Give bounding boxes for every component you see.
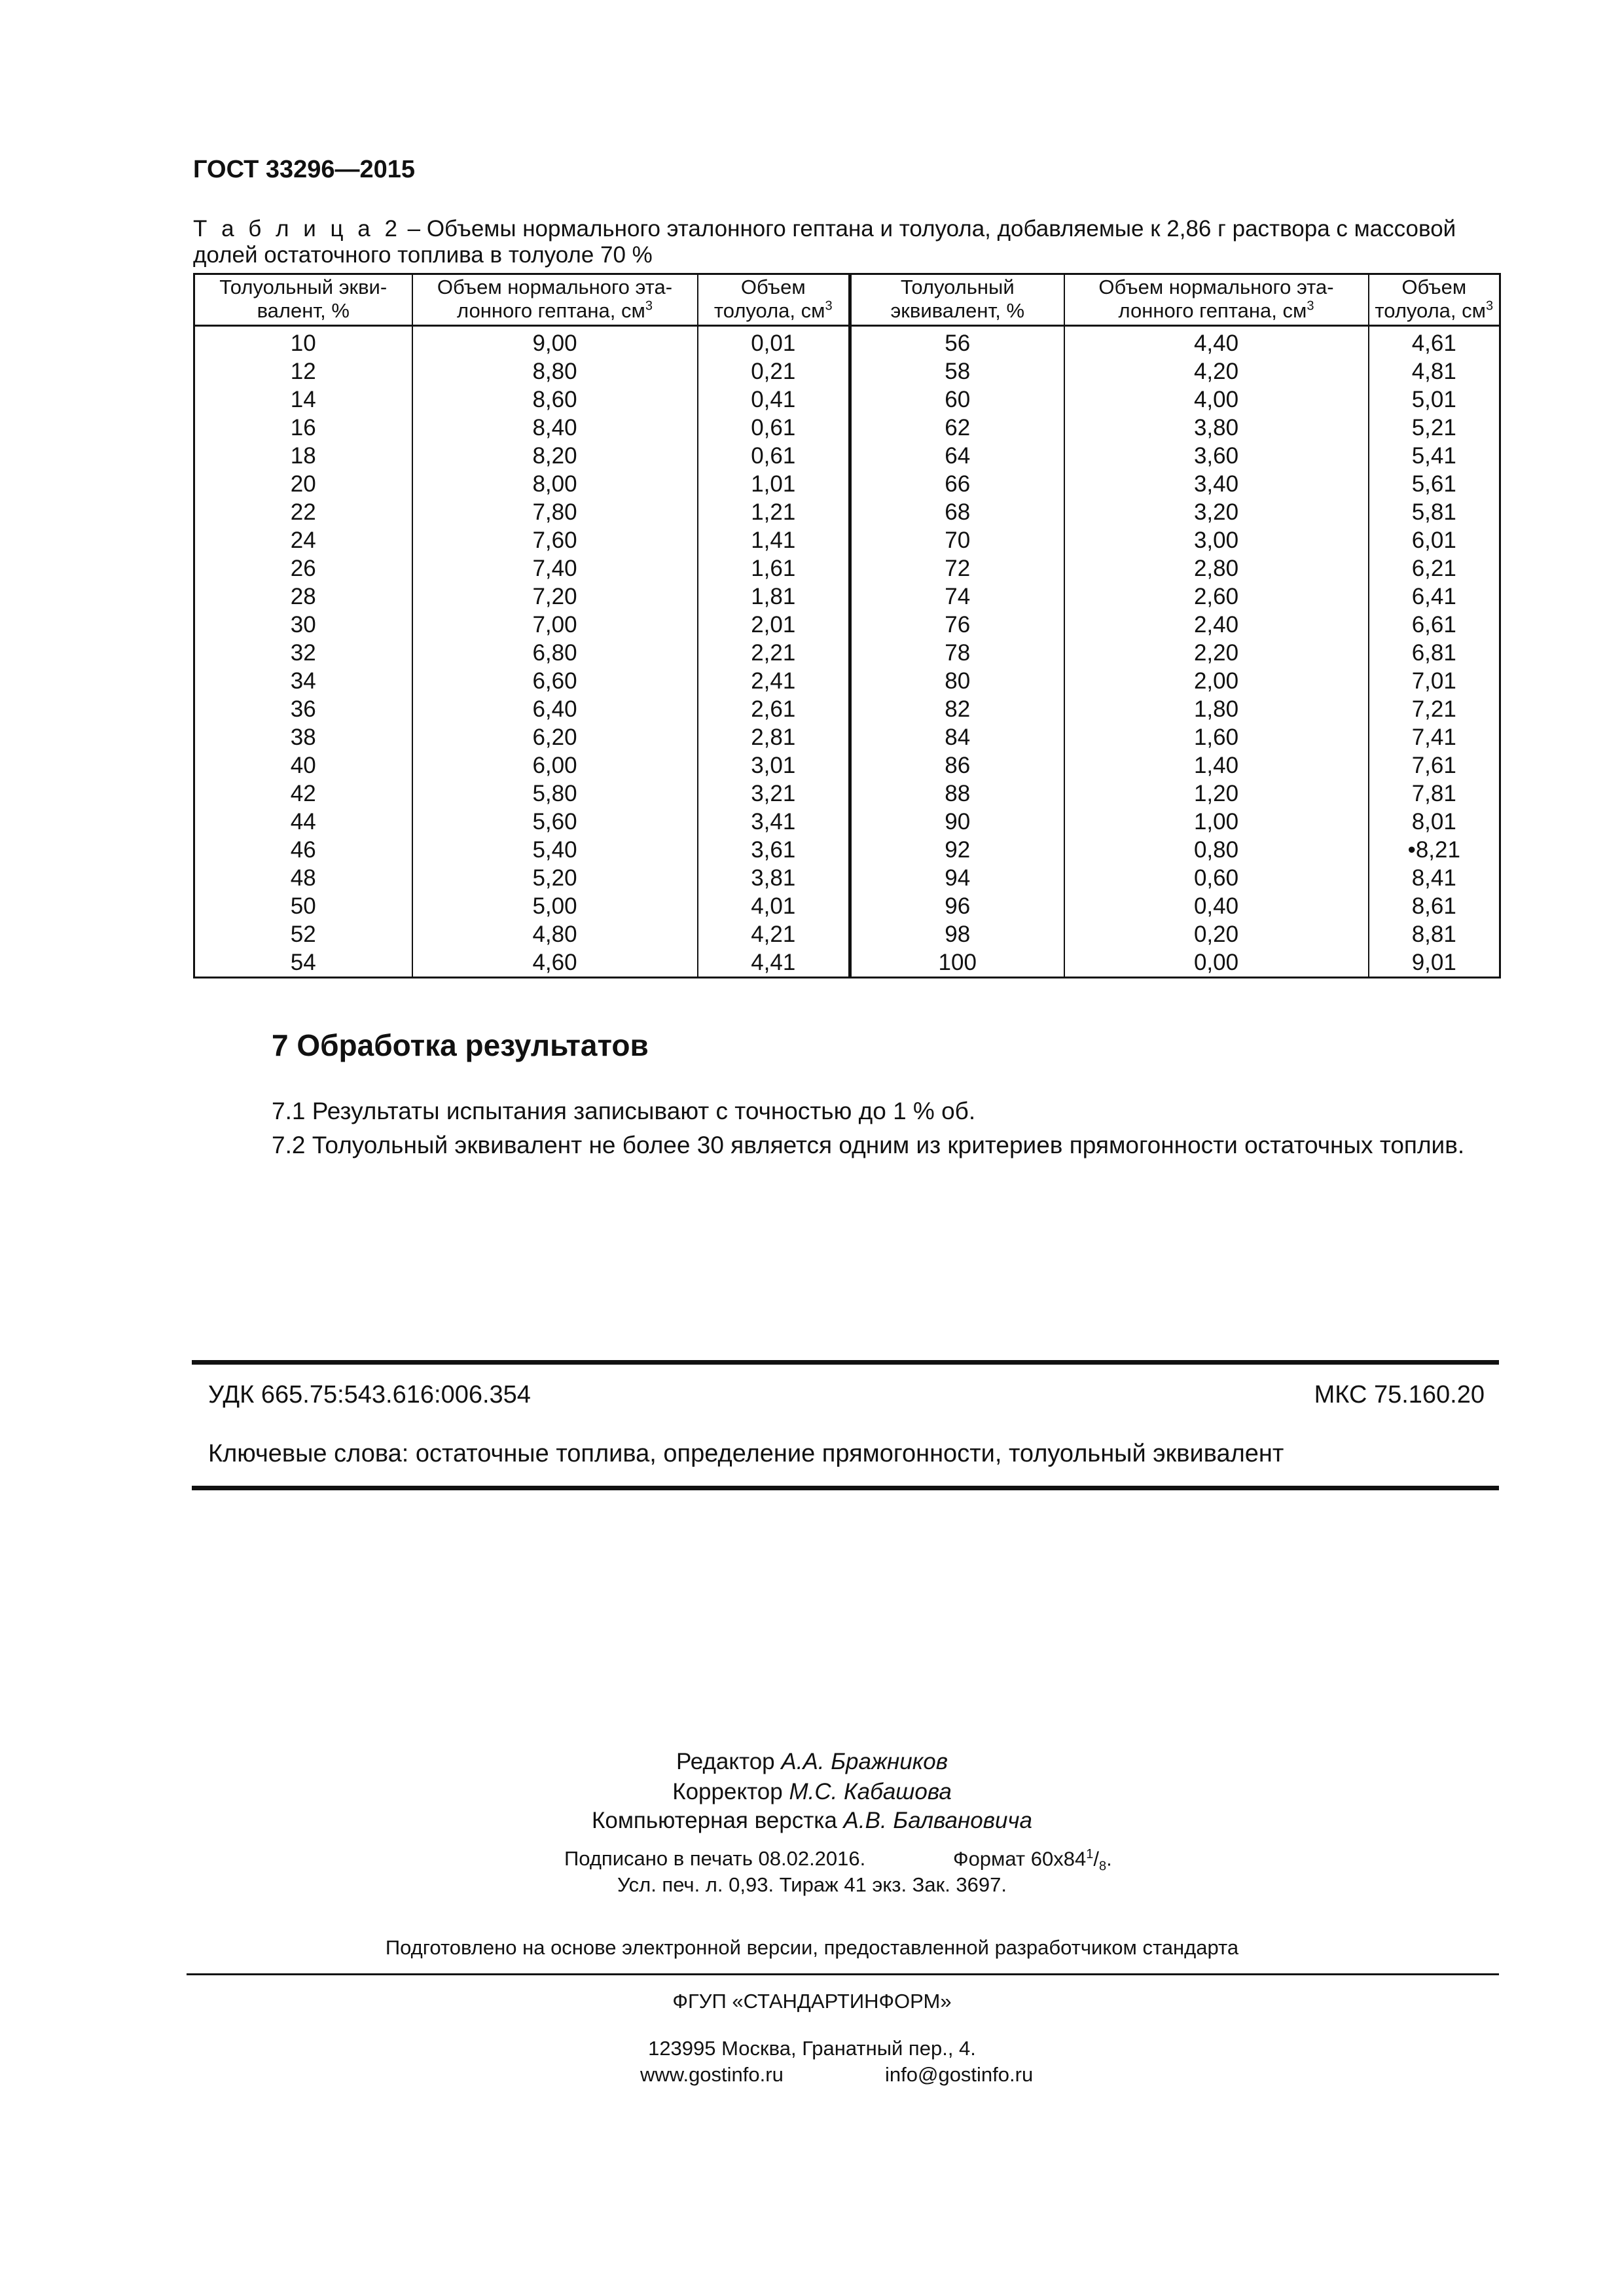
table-row [194, 414, 1500, 442]
table-cell: 4,61 [1369, 326, 1500, 358]
table-cell: 7,80 [412, 498, 698, 526]
table-cell: 98 [850, 920, 1064, 948]
table-caption-text: – Объемы нормального эталонного гептана и толуола, добавляемые к 2,86 г раствора с массовой долей остаточного топлива в толуоле 70 % [193, 216, 1456, 268]
table-cell: 3,60 [1064, 442, 1369, 470]
table-row [194, 948, 1500, 978]
table-cell: 1,00 [1064, 808, 1369, 836]
table-cell: 3,81 [698, 864, 850, 892]
table-row [194, 892, 1500, 920]
table-cell: 6,60 [412, 667, 698, 695]
table-cell: 2,01 [698, 611, 850, 639]
table-row [194, 639, 1500, 667]
table-cell: 1,41 [698, 526, 850, 554]
table-cell: 4,41 [698, 948, 850, 978]
table-cell: 74 [850, 583, 1064, 611]
table-cell: 62 [850, 414, 1064, 442]
table-cell: 3,41 [698, 808, 850, 836]
table-cell: 46 [194, 836, 412, 864]
table-row [194, 695, 1500, 723]
table-row [194, 326, 1500, 358]
table-cell: 88 [850, 780, 1064, 808]
table-cell: 2,40 [1064, 611, 1369, 639]
table-cell: 54 [194, 948, 412, 978]
table-cell: 4,60 [412, 948, 698, 978]
section-title: 7 Обработка результатов [272, 1028, 649, 1062]
table-cell: 0,20 [1064, 920, 1369, 948]
table-cell: 14 [194, 386, 412, 414]
table-cell: 42 [194, 780, 412, 808]
table-cell: 0,61 [698, 414, 850, 442]
table-cell: 6,80 [412, 639, 698, 667]
table-cell: 4,01 [698, 892, 850, 920]
publisher-website: www.gostinfo.ru [640, 2063, 784, 2086]
table-cell: 7,01 [1369, 667, 1500, 695]
table-cell: 6,21 [1369, 554, 1500, 583]
publisher-address: 123995 Москва, Гранатный пер., 4. [648, 2037, 976, 2060]
publisher-name: ФГУП «СТАНДАРТИНФОРМ» [672, 1990, 952, 2013]
table-row [194, 864, 1500, 892]
table-cell: 8,80 [412, 357, 698, 386]
table-caption-label: Т а б л и ц а 2 [193, 216, 401, 242]
table-cell: 84 [850, 723, 1064, 751]
table-cell: 7,41 [1369, 723, 1500, 751]
table-cell: 5,21 [1369, 414, 1500, 442]
table-cell: 28 [194, 583, 412, 611]
table-cell: 9,00 [412, 326, 698, 358]
header-toluene: Объем толуола, $см^3$ [698, 274, 850, 326]
table-cell: 3,20 [1064, 498, 1369, 526]
table-cell: 3,01 [698, 751, 850, 780]
table-row [194, 386, 1500, 414]
header-equiv: Толуольный экви-валент, % [194, 274, 412, 326]
table-cell: 92 [850, 836, 1064, 864]
table-caption [193, 216, 1496, 268]
table-cell: 3,61 [698, 836, 850, 864]
table-cell: 32 [194, 639, 412, 667]
publisher-rule [187, 1973, 1499, 1975]
table-cell: 18 [194, 442, 412, 470]
table-cell: 72 [850, 554, 1064, 583]
table-cell: 3,80 [1064, 414, 1369, 442]
table-cell: 48 [194, 864, 412, 892]
table-row [194, 667, 1500, 695]
table-cell: 6,40 [412, 695, 698, 723]
table-cell: 86 [850, 751, 1064, 780]
table-cell: 8,00 [412, 470, 698, 498]
data-table [193, 273, 1501, 978]
table-cell: 4,81 [1369, 357, 1500, 386]
table-row [194, 808, 1500, 836]
table-cell: 6,81 [1369, 639, 1500, 667]
table-cell: 90 [850, 808, 1064, 836]
table-cell: 5,00 [412, 892, 698, 920]
layout-line: Компьютерная верстка А.В. Балвановича [591, 1808, 1033, 1833]
table-row [194, 611, 1500, 639]
table-cell: 9,01 [1369, 948, 1500, 978]
table-row [194, 583, 1500, 611]
table-cell: 2,60 [1064, 583, 1369, 611]
table-row [194, 836, 1500, 864]
header-heptane-right: Объем нормального эта-лонного гептана, $см^3$ [1064, 274, 1369, 326]
table-cell: 2,80 [1064, 554, 1369, 583]
prepared-note: Подготовлено на основе электронной версии, предоставленной разработчиком стандарта [385, 1936, 1239, 1959]
table-cell: 0,41 [698, 386, 850, 414]
table-cell: 1,61 [698, 554, 850, 583]
table-row [194, 920, 1500, 948]
mks-code: МКС 75.160.20 [1314, 1381, 1485, 1408]
table-cell: 7,60 [412, 526, 698, 554]
table-cell: 0,61 [698, 442, 850, 470]
table-cell: 38 [194, 723, 412, 751]
table-cell: 7,40 [412, 554, 698, 583]
table-cell: 8,20 [412, 442, 698, 470]
table-cell: 0,60 [1064, 864, 1369, 892]
table-cell: 6,01 [1369, 526, 1500, 554]
table-cell: 66 [850, 470, 1064, 498]
table-cell: 76 [850, 611, 1064, 639]
table-cell: 4,21 [698, 920, 850, 948]
table-cell: 4,00 [1064, 386, 1369, 414]
table-cell: 100 [850, 948, 1064, 978]
table-cell: 7,81 [1369, 780, 1500, 808]
table-cell: 20 [194, 470, 412, 498]
footer-top-rule [192, 1360, 1499, 1365]
table-cell: 64 [850, 442, 1064, 470]
table-cell: 24 [194, 526, 412, 554]
table-cell: 7,21 [1369, 695, 1500, 723]
table-cell: 30 [194, 611, 412, 639]
table-cell: 0,01 [698, 326, 850, 358]
table-cell: 8,81 [1369, 920, 1500, 948]
document-header: ГОСТ 33296—2015 [193, 156, 416, 183]
corrector-line: Корректор М.С. Кабашова [672, 1779, 952, 1804]
table-cell: 10 [194, 326, 412, 358]
table-cell: 2,61 [698, 695, 850, 723]
table-row [194, 470, 1500, 498]
table-row [194, 498, 1500, 526]
table-cell: 6,20 [412, 723, 698, 751]
header-toluene-right: Объем толуола, $см^3$ [1369, 274, 1500, 326]
table-cell: 56 [850, 326, 1064, 358]
table-cell: 68 [850, 498, 1064, 526]
table-cell: 5,60 [412, 808, 698, 836]
table-cell: 78 [850, 639, 1064, 667]
publisher-email: info@gostinfo.ru [885, 2063, 1034, 2086]
udk-code: УДК 665.75:543.616:006.354 [208, 1381, 531, 1408]
table-row [194, 442, 1500, 470]
table-cell: 7,61 [1369, 751, 1500, 780]
table-cell: 2,81 [698, 723, 850, 751]
table-cell: 1,01 [698, 470, 850, 498]
table-cell: 50 [194, 892, 412, 920]
header-equiv-right: Толуольный эквивалент, % [850, 274, 1064, 326]
table-body [194, 326, 1500, 978]
table-cell: 60 [850, 386, 1064, 414]
table-cell: 8,41 [1369, 864, 1500, 892]
table-row [194, 357, 1500, 386]
table-cell: 0,21 [698, 357, 850, 386]
table-cell: 3,21 [698, 780, 850, 808]
table-header-row [194, 274, 1500, 326]
print-info: Усл. печ. л. 0,93. Тираж 41 экз. Зак. 3697. [617, 1873, 1007, 1896]
table-cell: 2,41 [698, 667, 850, 695]
table-cell: 8,01 [1369, 808, 1500, 836]
table-cell: 5,80 [412, 780, 698, 808]
table-cell: 2,21 [698, 639, 850, 667]
table-cell: 94 [850, 864, 1064, 892]
paragraph-7-2: 7.2 Толуольный эквивалент не более 30 является одним из критериев прямогонности остаточных топлив. [272, 1132, 1465, 1158]
paragraph-7-1: 7.1 Результаты испытания записывают с точностью до 1 % об. [272, 1098, 976, 1124]
header-heptane: Объем нормального эта-лонного гептана, $см^3$ [412, 274, 698, 326]
table-cell: 8,60 [412, 386, 698, 414]
table-row [194, 526, 1500, 554]
table-cell: 2,00 [1064, 667, 1369, 695]
table-row [194, 723, 1500, 751]
table-cell: 1,60 [1064, 723, 1369, 751]
table-cell: 80 [850, 667, 1064, 695]
table-cell: 40 [194, 751, 412, 780]
table-cell: 5,40 [412, 836, 698, 864]
table-cell: 5,61 [1369, 470, 1500, 498]
table-cell: 5,81 [1369, 498, 1500, 526]
signed-date: Подписано в печать 08.02.2016. [564, 1847, 866, 1870]
table-cell: 82 [850, 695, 1064, 723]
paper-format: Формат $60х84^1/_8$. [953, 1847, 1112, 1874]
table-cell: 1,80 [1064, 695, 1369, 723]
table-cell: 1,40 [1064, 751, 1369, 780]
table-cell: 7,20 [412, 583, 698, 611]
table-cell: 6,61 [1369, 611, 1500, 639]
table-cell: 5,01 [1369, 386, 1500, 414]
table-cell: 0,80 [1064, 836, 1369, 864]
table-cell: 4,80 [412, 920, 698, 948]
table-cell: 58 [850, 357, 1064, 386]
editor-line: Редактор А.А. Бражников [676, 1749, 948, 1774]
table-cell: 36 [194, 695, 412, 723]
table-cell: 4,40 [1064, 326, 1369, 358]
table-row [194, 780, 1500, 808]
table-cell: 8,61 [1369, 892, 1500, 920]
table-cell: 44 [194, 808, 412, 836]
table-cell: 96 [850, 892, 1064, 920]
table-cell: 16 [194, 414, 412, 442]
table-cell: 52 [194, 920, 412, 948]
table-cell: 6,00 [412, 751, 698, 780]
table-cell: 6,41 [1369, 583, 1500, 611]
table-cell: 0,40 [1064, 892, 1369, 920]
table-cell: •8,21 [1369, 836, 1500, 864]
table-cell: 70 [850, 526, 1064, 554]
table-cell: 7,00 [412, 611, 698, 639]
table-cell: 12 [194, 357, 412, 386]
table-cell: 22 [194, 498, 412, 526]
table-cell: 1,20 [1064, 780, 1369, 808]
table-cell: 4,20 [1064, 357, 1369, 386]
footer-bottom-rule [192, 1486, 1499, 1490]
table-cell: 3,00 [1064, 526, 1369, 554]
table-cell: 26 [194, 554, 412, 583]
table-cell: 0,00 [1064, 948, 1369, 978]
table-cell: 5,20 [412, 864, 698, 892]
table-row [194, 751, 1500, 780]
table-cell: 8,40 [412, 414, 698, 442]
table-cell: 3,40 [1064, 470, 1369, 498]
table-cell: 1,81 [698, 583, 850, 611]
table-row [194, 554, 1500, 583]
table-cell: 2,20 [1064, 639, 1369, 667]
table-cell: 1,21 [698, 498, 850, 526]
table-cell: 34 [194, 667, 412, 695]
keywords: Ключевые слова: остаточные топлива, определение прямогонности, толуольный эквивалент [208, 1440, 1284, 1467]
table-cell: 5,41 [1369, 442, 1500, 470]
